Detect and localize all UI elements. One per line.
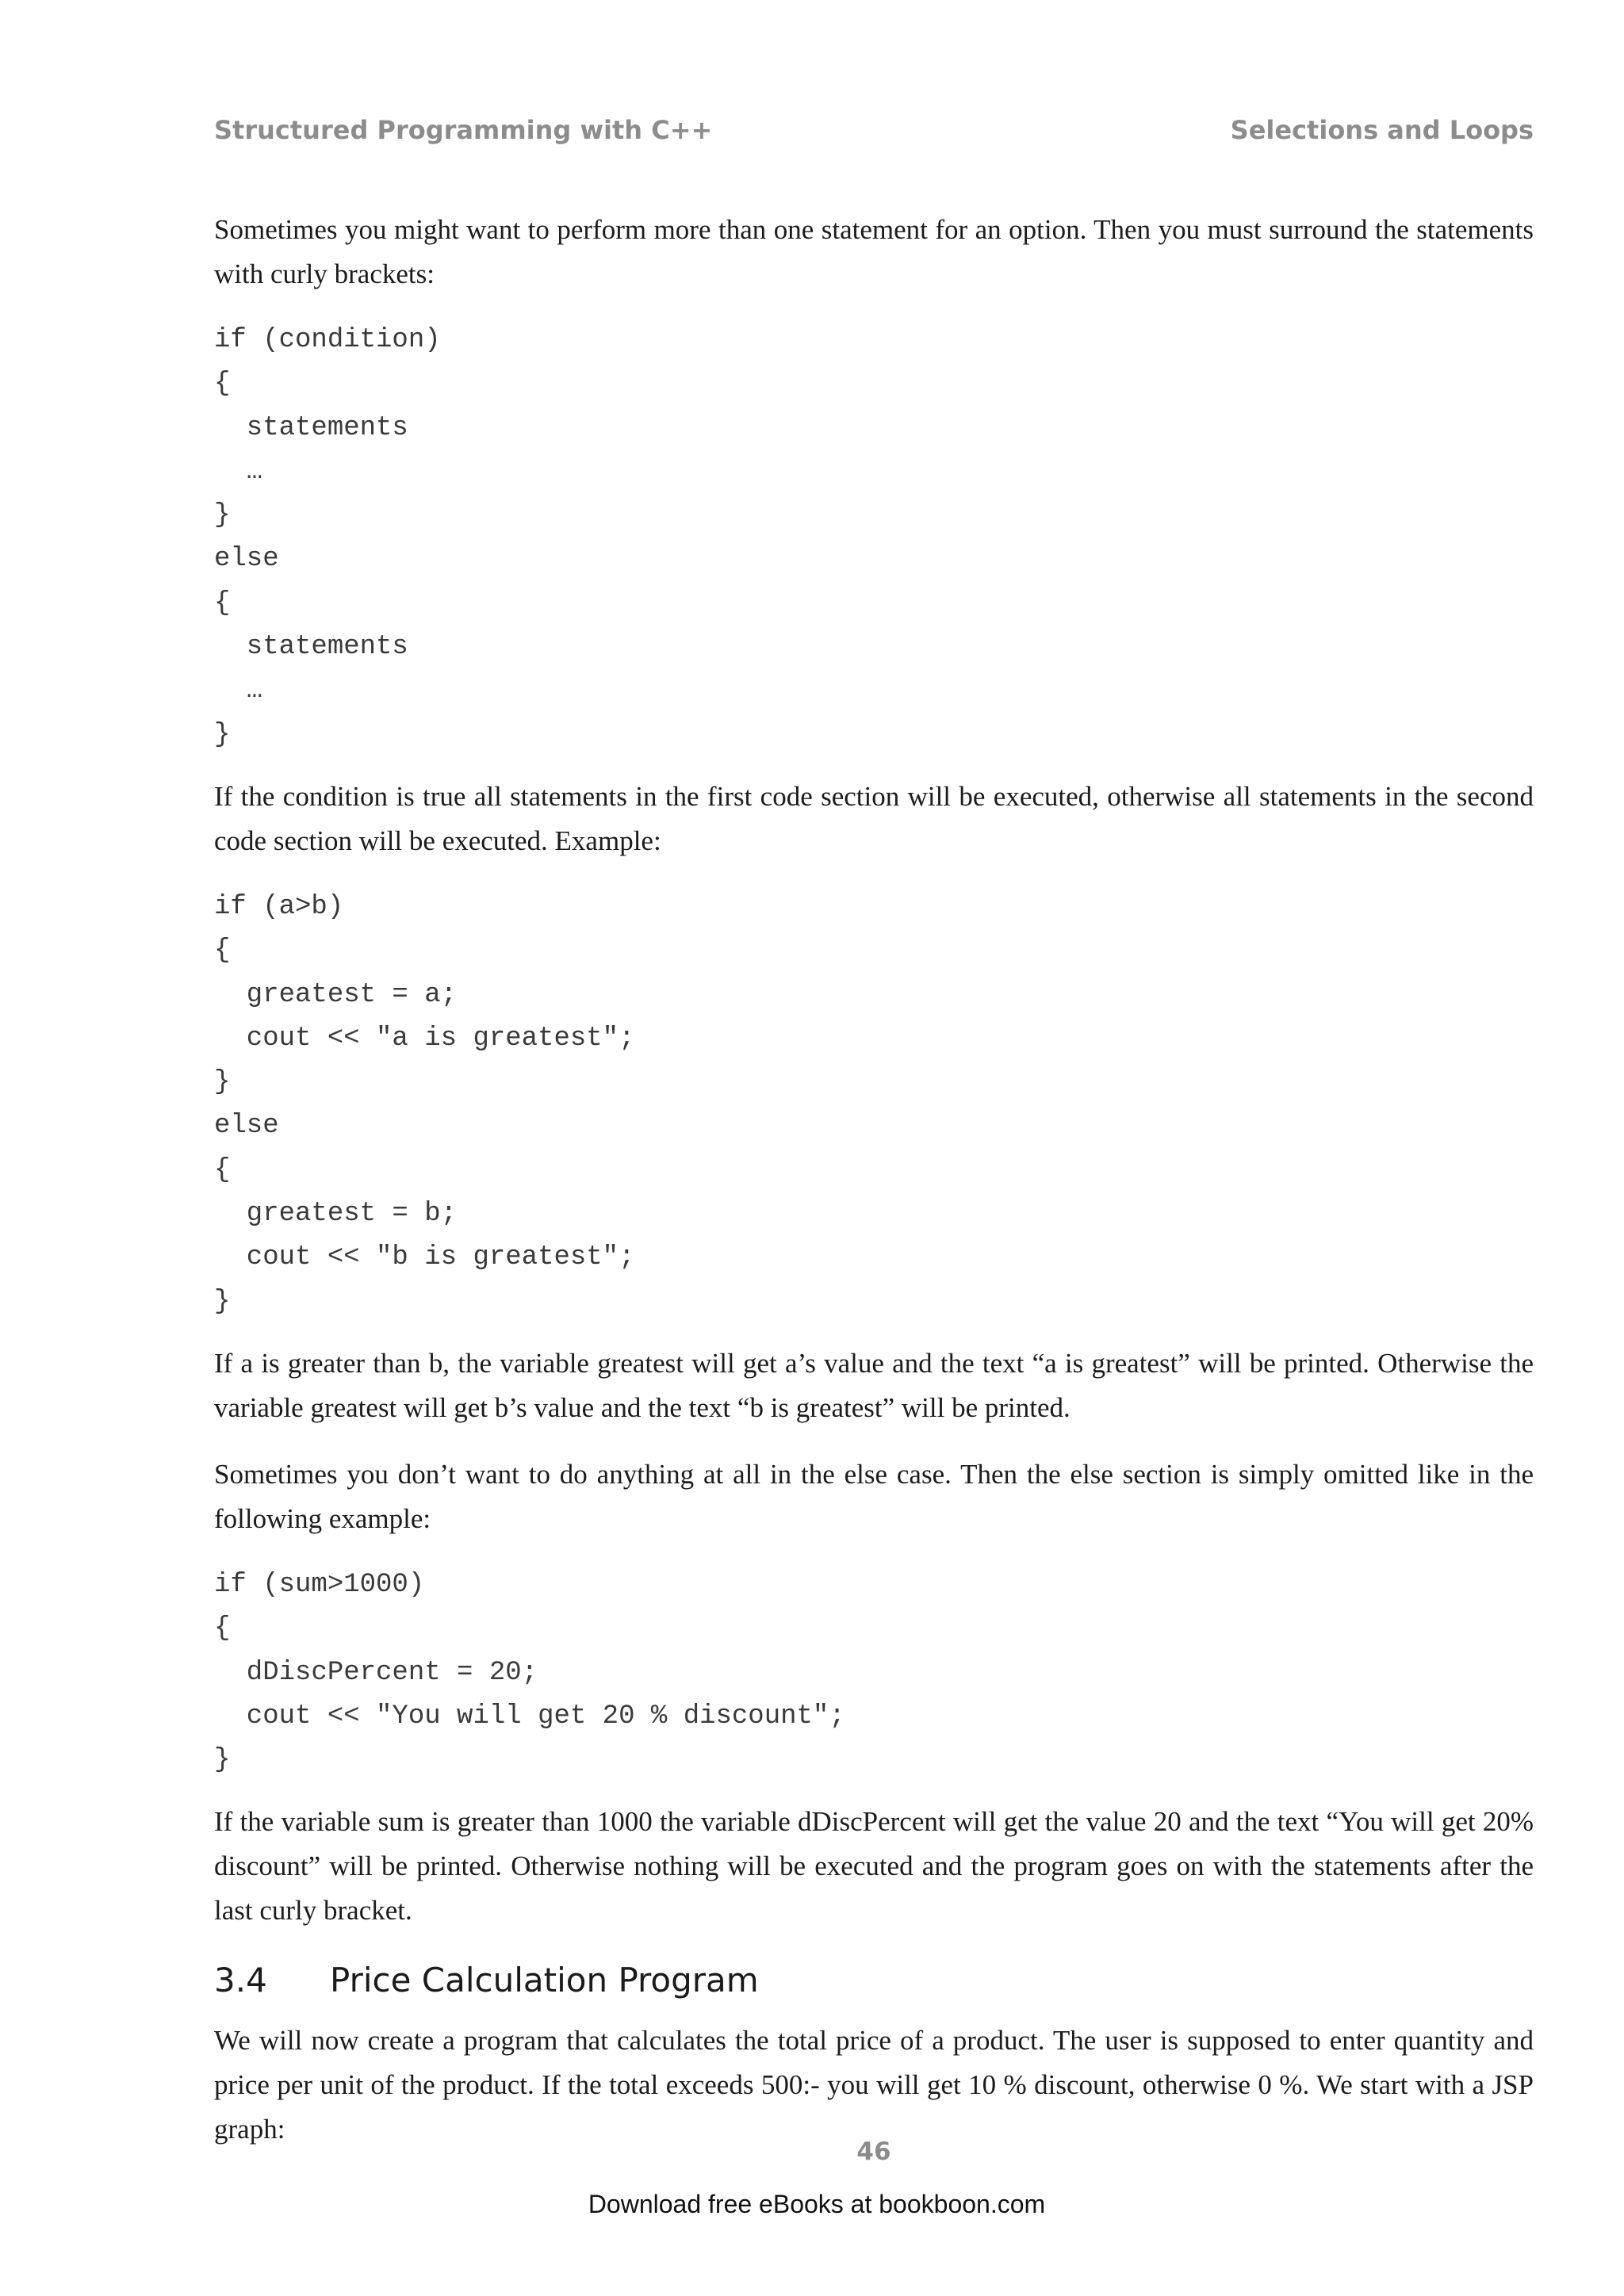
- page-content: [214, 208, 1534, 2174]
- code-block-greatest-example: if (a>b) { greatest = a; cout << "a is greatest"; } else { greatest = b; cout << "b is greatest"; }: [214, 891, 635, 1317]
- document-page: [214, 0, 1534, 2296]
- paragraph-greatest-explanation: If a is greater than b, the variable greatest will get a’s value and the text “a is greatest” will be printed. Otherwise the variable greatest will get b’s value and the text “b is greatest” will be printed.: [214, 1347, 1534, 1423]
- section-number: 3.4: [214, 1961, 267, 2000]
- download-link[interactable]: Download free eBooks at bookboon.com: [588, 2190, 1046, 2218]
- section-title: Price Calculation Program: [330, 1961, 759, 2000]
- paragraph-curly-brackets-intro: Sometimes you might want to perform more than one statement for an option. Then you must surround the statements with curly brackets:: [214, 214, 1534, 289]
- chapter-title: Selections and Loops: [1230, 115, 1534, 145]
- paragraph-else-omitted: Sometimes you don’t want to do anything at all in the else case. Then the else section is simply omitted like in the following example:: [214, 1458, 1534, 1534]
- section-heading: [214, 1955, 1534, 2006]
- running-header: [214, 111, 1534, 149]
- code-block-discount-example: if (sum>1000) { dDiscPercent = 20; cout << "You will get 20 % discount"; }: [214, 1569, 845, 1776]
- paragraph-discount-explanation: If the variable sum is greater than 1000 the variable dDiscPercent will get the value 20 and the text “You will get 20% discount” will be printed. Otherwise nothing will be executed and the program goes on with the statements after the last curly bracket.: [214, 1806, 1534, 1927]
- code-block-if-else-template: if (condition) { statements … } else { statements … }: [214, 325, 441, 750]
- page-number: 46: [856, 2137, 891, 2166]
- book-title: Structured Programming with C++: [214, 115, 713, 145]
- paragraph-condition-explanation: If the condition is true all statements in the first code section will be executed, otherwise all statements in the second code section will be executed. Example:: [214, 780, 1534, 856]
- paragraph-price-program-intro: We will now create a program that calculates the total price of a product. The user is supposed to enter quantity and price per unit of the product. If the total exceeds 500:- you will get 10 % discount, otherwise 0 %. We start with a JSP graph:: [214, 2025, 1534, 2145]
